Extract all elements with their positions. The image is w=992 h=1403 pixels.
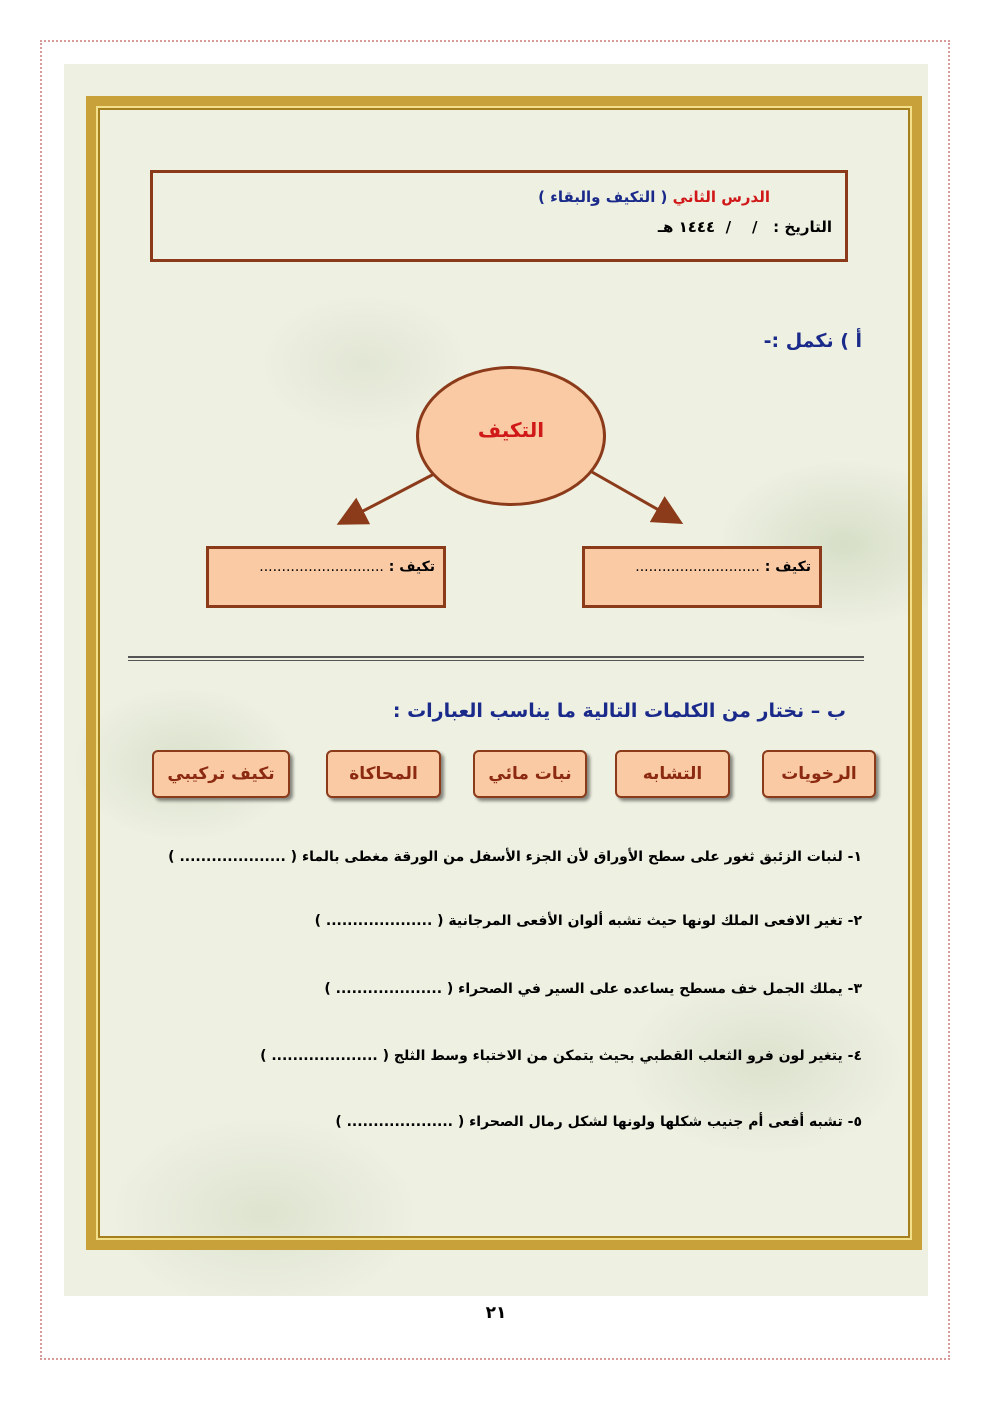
question-1: ١- لنبات الزئبق ثغور على سطح الأوراق لأن الجزء الأسفل من الورقة مغطى بالماء ( .................... ) <box>168 849 862 865</box>
adaptation-label: تكيف : <box>388 559 435 575</box>
lesson-label: الدرس الثاني <box>672 188 770 206</box>
question-5: ٥- تشبه أفعى أم جنيب شكلها ولونها لشكل رمال الصحراء ( .................... ) <box>335 1114 862 1130</box>
answer-blank[interactable]: ............................ <box>635 559 760 575</box>
word-chip-aquatic-plant[interactable]: نبات مائي <box>473 750 587 798</box>
answer-blank[interactable]: ............................ <box>259 559 384 575</box>
question-4: ٤- يتغير لون فرو الثعلب القطبي بحيث يتمكن من الاختباء وسط الثلج ( .................... ) <box>260 1048 862 1064</box>
word-chip-similarity[interactable]: التشابه <box>615 750 730 798</box>
arrow-right <box>592 472 678 521</box>
word-chip-structural-adaptation[interactable]: تكيف تركيبي <box>152 750 290 798</box>
adaptation-center-label: التكيف <box>477 418 545 442</box>
question-2: ٢- تغير الافعى الملك لونها حيث تشبه ألوان الأفعى المرجانية ( .................... ) <box>314 913 862 929</box>
adaptation-label: تكيف : <box>764 559 811 575</box>
section-a-title: أ ) نكمل :- <box>763 330 862 352</box>
adaptation-box-right <box>582 546 822 608</box>
question-3: ٣- يملك الجمل خف مسطح يساعده على السير في الصحراء ( .................... ) <box>324 981 862 997</box>
lesson-topic: ( التكيف والبقاء ) <box>538 188 668 206</box>
adaptation-box-left <box>206 546 446 608</box>
divider-line <box>128 660 864 661</box>
date-line: التاريخ : / / ١٤٤٤ هـ <box>657 218 832 236</box>
section-b-title: ب – نختار من الكلمات التالية ما يناسب العبارات : <box>392 700 846 722</box>
arrow-left <box>342 474 434 522</box>
word-chip-mollusks[interactable]: الرخويات <box>762 750 876 798</box>
word-chip-mimicry[interactable]: المحاكاة <box>326 750 441 798</box>
page-number: ٢١ <box>485 1303 507 1323</box>
divider-line <box>128 656 864 658</box>
